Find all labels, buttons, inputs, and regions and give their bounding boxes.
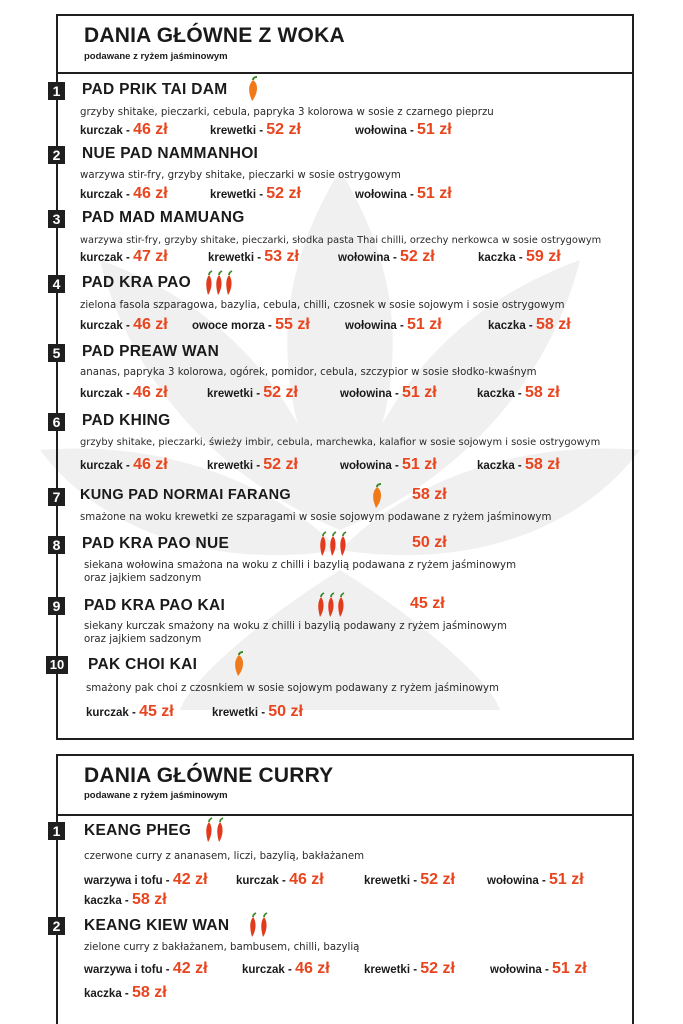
two-red-chili-icon xyxy=(202,817,228,843)
dish-name: KEANG KIEW WAN xyxy=(84,917,230,934)
dish-description: zielona fasola szparagowa, bazylia, cebula, chilli, czosnek w sosie sojowym i sosie ostrygowym xyxy=(80,300,565,311)
three-red-chili-icon xyxy=(316,592,348,618)
price-item: wołowina - 52 zł xyxy=(338,248,435,265)
dish-description: czerwone curry z ananasem, liczi, bazylią, bakłażanem xyxy=(84,851,365,862)
dish-description-line2: oraz jajkiem sadzonym xyxy=(84,573,202,584)
dish-name: PAD KRA PAO KAI xyxy=(84,597,226,614)
dish-description: grzyby shitake, pieczarki, świeży imbir, cebula, marchewka, kalafior w sosie sojowym i sosie ostrygowym xyxy=(80,437,601,448)
three-red-chili-icon xyxy=(204,270,236,296)
dish-price: 45 zł xyxy=(410,595,445,612)
dish-name: PAD KRA PAO xyxy=(82,274,191,291)
orange-chili-icon xyxy=(368,483,386,509)
dish-description: smażony pak choi z czosnkiem w sosie sojowym podawany z ryżem jaśminowym xyxy=(86,683,499,694)
price-item: kaczka - 58 zł xyxy=(84,984,167,1001)
price-item: krewetki - 53 zł xyxy=(208,248,299,265)
price-item: krewetki - 52 zł xyxy=(364,871,455,888)
curry-section-subtitle: podawane z ryżem jaśminowym xyxy=(84,790,228,801)
dish-name: PAD PRIK TAI DAM xyxy=(82,81,228,98)
dish-price: 50 zł xyxy=(412,534,447,551)
dish-name: PAD KRA PAO NUE xyxy=(82,535,230,552)
dish-number: 10 xyxy=(46,656,68,674)
price-item: krewetki - 52 zł xyxy=(210,185,301,202)
orange-chili-icon xyxy=(230,651,248,677)
two-red-chili-icon xyxy=(246,912,272,938)
dish-description-line2: oraz jajkiem sadzonym xyxy=(84,634,202,645)
price-item: wołowina - 51 zł xyxy=(487,871,584,888)
price-item: krewetki - 52 zł xyxy=(364,960,455,977)
dish-name: PAK CHOI KAI xyxy=(88,656,198,673)
price-item: wołowina - 51 zł xyxy=(340,456,437,473)
price-item: kaczka - 58 zł xyxy=(477,384,560,401)
dish-number: 4 xyxy=(48,275,65,293)
dish-number: 7 xyxy=(48,488,65,506)
dish-price: 58 zł xyxy=(412,486,447,503)
price-item: kaczka - 59 zł xyxy=(478,248,561,265)
three-red-chili-icon xyxy=(318,531,350,557)
dish-number: 8 xyxy=(48,536,65,554)
price-item: kurczak - 46 zł xyxy=(80,185,168,202)
dish-description: warzywa stir-fry, grzyby shitake, pieczarki w sosie ostrygowym xyxy=(80,170,401,181)
price-item: kaczka - 58 zł xyxy=(488,316,571,333)
price-item: krewetki - 52 zł xyxy=(207,456,298,473)
dish-description: smażone na woku krewetki ze szparagami w sosie sojowym podawane z ryżem jaśminowym xyxy=(80,512,552,523)
price-item: kurczak - 46 zł xyxy=(80,121,168,138)
price-item: kurczak - 45 zł xyxy=(86,703,174,720)
dish-name: PAD MAD MAMUANG xyxy=(82,209,245,226)
price-item: kaczka - 58 zł xyxy=(477,456,560,473)
wok-section-subtitle: podawane z ryżem jaśminowym xyxy=(84,51,228,62)
price-item: warzywa i tofu - 42 zł xyxy=(84,960,208,977)
price-item: wołowina - 51 zł xyxy=(345,316,442,333)
dish-description: siekana wołowina smażona na woku z chilli i bazylią podawana z ryżem jaśminowym xyxy=(84,560,516,571)
price-item: krewetki - 50 zł xyxy=(212,703,303,720)
dish-name: KEANG PHEG xyxy=(84,822,192,839)
dish-name: KUNG PAD NORMAI FARANG xyxy=(80,487,291,503)
wok-section-title: DANIA GŁÓWNE Z WOKA xyxy=(84,24,345,47)
price-item: kaczka - 58 zł xyxy=(84,891,167,908)
price-item: krewetki - 52 zł xyxy=(210,121,301,138)
price-item: kurczak - 46 zł xyxy=(80,384,168,401)
dish-description: warzywa stir-fry, grzyby shitake, pieczarki, słodka pasta Thai chilli, orzechy nerkowca w sosie ostrygowym xyxy=(80,235,602,246)
dish-description: grzyby shitake, pieczarki, cebula, papryka 3 kolorowa w sosie z czarnego pieprzu xyxy=(80,107,494,118)
dish-number: 1 xyxy=(48,82,65,100)
dish-description: siekany kurczak smażony na woku z chilli i bazylią podawany z ryżem jaśminowym xyxy=(84,621,507,632)
dish-description: ananas, papryka 3 kolorowa, ogórek, pomidor, cebula, szczypior w sosie słodko-kwaśnym xyxy=(80,367,537,378)
price-item: wołowina - 51 zł xyxy=(355,185,452,202)
price-item: krewetki - 52 zł xyxy=(207,384,298,401)
dish-number: 6 xyxy=(48,413,65,431)
dish-description: zielone curry z bakłażanem, bambusem, chilli, bazylią xyxy=(84,942,360,953)
price-item: owoce morza - 55 zł xyxy=(192,316,310,333)
price-item: kurczak - 46 zł xyxy=(242,960,330,977)
price-item: kurczak - 47 zł xyxy=(80,248,168,265)
dish-name: NUE PAD NAMMANHOI xyxy=(82,145,259,162)
dish-number: 5 xyxy=(48,344,65,362)
orange-chili-icon xyxy=(244,76,262,102)
dish-number: 9 xyxy=(48,597,65,615)
price-item: kurczak - 46 zł xyxy=(80,456,168,473)
dish-number: 2 xyxy=(48,146,65,164)
price-item: warzywa i tofu - 42 zł xyxy=(84,871,208,888)
dish-name: PAD PREAW WAN xyxy=(82,343,220,360)
dish-number: 3 xyxy=(48,210,65,228)
curry-section-title: DANIA GŁÓWNE CURRY xyxy=(84,764,334,787)
price-item: wołowina - 51 zł xyxy=(355,121,452,138)
price-item: wołowina - 51 zł xyxy=(490,960,587,977)
dish-name: PAD KHING xyxy=(82,412,171,429)
price-item: wołowina - 51 zł xyxy=(340,384,437,401)
price-item: kurczak - 46 zł xyxy=(236,871,324,888)
dish-number: 1 xyxy=(48,822,65,840)
price-item: kurczak - 46 zł xyxy=(80,316,168,333)
dish-number: 2 xyxy=(48,917,65,935)
